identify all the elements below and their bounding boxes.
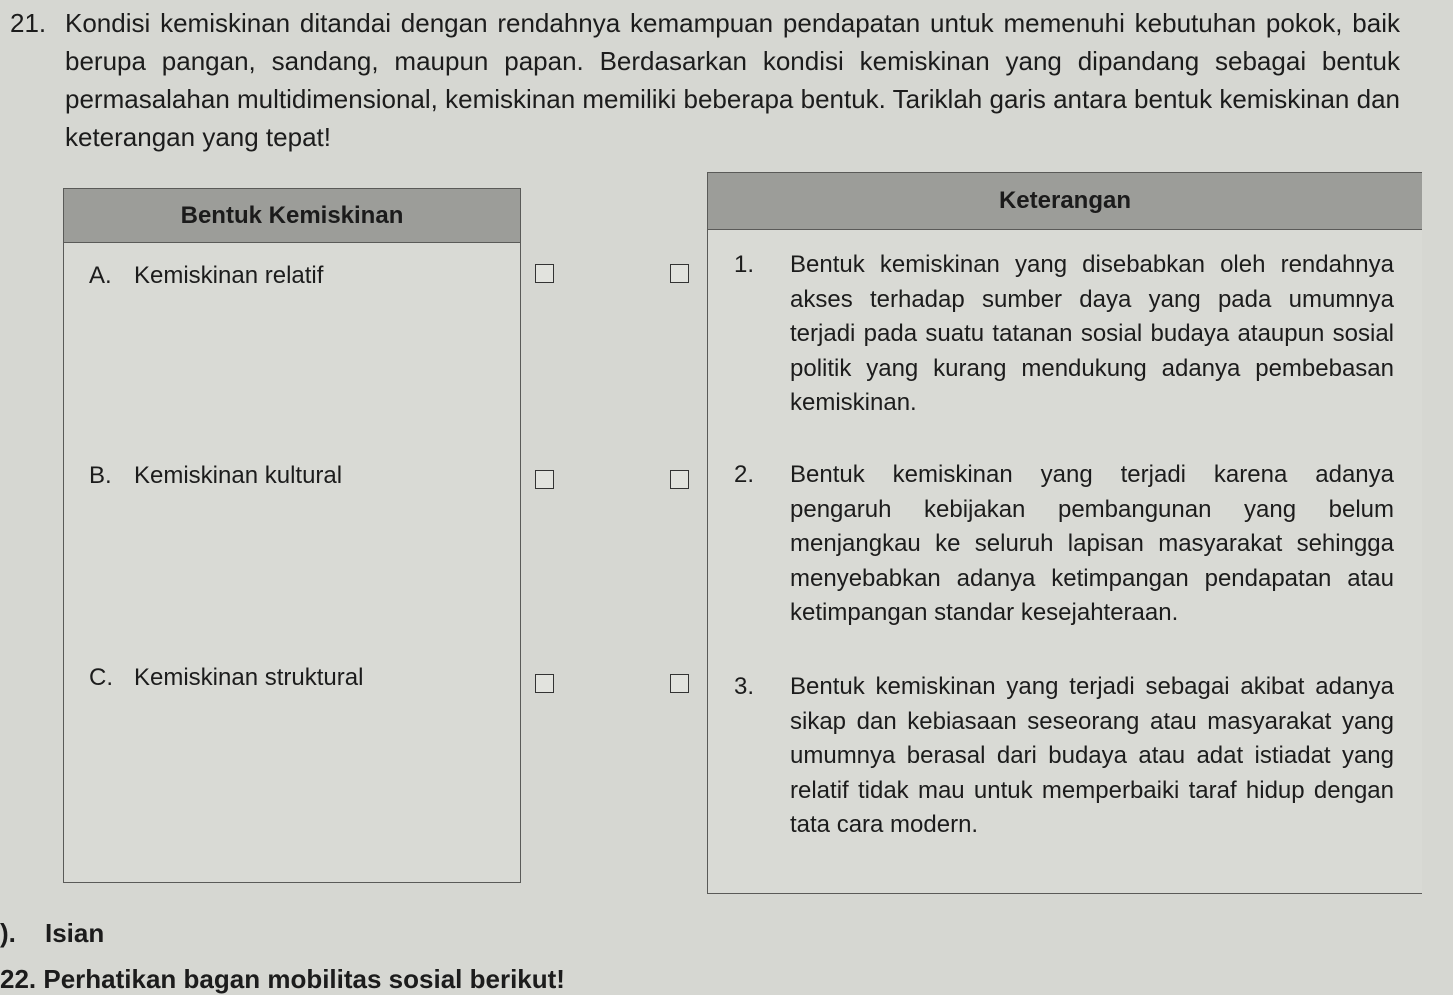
bentuk-kemiskinan-table — [63, 188, 521, 883]
desc-2-text: Bentuk kemiskinan yang terjadi karena adanya pengaruh kebijakan pembangunan yang belum menjangkau ke seluruh lapisan masyarakat sehingga menyebabkan adanya ketimpangan pendapatan atau ketimpangan standar kesejahteraan. — [790, 461, 1394, 626]
item-c — [89, 664, 363, 692]
keterangan-table — [707, 172, 1422, 894]
keterangan-header: Keterangan — [708, 173, 1422, 230]
item-a-letter: A. — [89, 262, 112, 289]
item-a-label: Kemiskinan relatif — [134, 262, 324, 289]
desc-3-number: 3. — [734, 673, 755, 700]
question-22: 22. Perhatikan bagan mobilitas sosial berikut! — [0, 964, 565, 994]
checkbox-b[interactable] — [535, 470, 554, 489]
desc-3 — [734, 670, 1394, 843]
question-21 — [10, 4, 1400, 156]
desc-3-text: Bentuk kemiskinan yang terjadi sebagai akibat adanya sikap dan kebiasaan seseorang atau masyarakat yang umumnya berasal dari budaya atau adat istiadat yang relatif tidak mau untuk memperbaiki taraf hidup dengan tata cara modern. — [790, 673, 1394, 838]
checkbox-2[interactable] — [670, 470, 689, 489]
item-c-label: Kemiskinan struktural — [134, 664, 364, 691]
question-text: Kondisi kemiskinan ditandai dengan rendahnya kemampuan pendapatan untuk memenuhi kebutuhan pokok, baik berupa pangan, sandang, maupun papan. Berdasarkan kondisi kemiskinan yang dipandang sebagai bentuk permasalahan multidimensional, kemiskinan memiliki beberapa bentuk. Tariklah garis antara bentuk kemiskinan dan keterangan yang tepat! — [65, 8, 1400, 152]
item-c-letter: C. — [89, 664, 113, 691]
item-b-letter: B. — [89, 462, 112, 489]
section-isian — [0, 918, 104, 949]
item-b — [89, 462, 342, 490]
desc-2 — [734, 458, 1394, 631]
item-a — [89, 262, 323, 290]
item-b-label: Kemiskinan kultural — [134, 462, 343, 489]
section-letter: ). — [0, 918, 16, 948]
section-title: Isian — [45, 918, 105, 948]
bentuk-kemiskinan-header: Bentuk Kemiskinan — [64, 189, 520, 243]
checkbox-1[interactable] — [670, 264, 689, 283]
checkbox-3[interactable] — [670, 674, 689, 693]
checkbox-c[interactable] — [535, 674, 554, 693]
question-number: 21. — [10, 8, 47, 38]
desc-1-text: Bentuk kemiskinan yang disebabkan oleh rendahnya akses terhadap sumber daya yang pada umumnya terjadi pada suatu tatanan sosial budaya ataupun sosial politik yang kurang mendukung adanya pembebasan kemiskinan. — [790, 251, 1394, 416]
desc-2-number: 2. — [734, 461, 755, 488]
desc-1 — [734, 248, 1394, 421]
desc-1-number: 1. — [734, 251, 755, 278]
checkbox-a[interactable] — [535, 264, 554, 283]
